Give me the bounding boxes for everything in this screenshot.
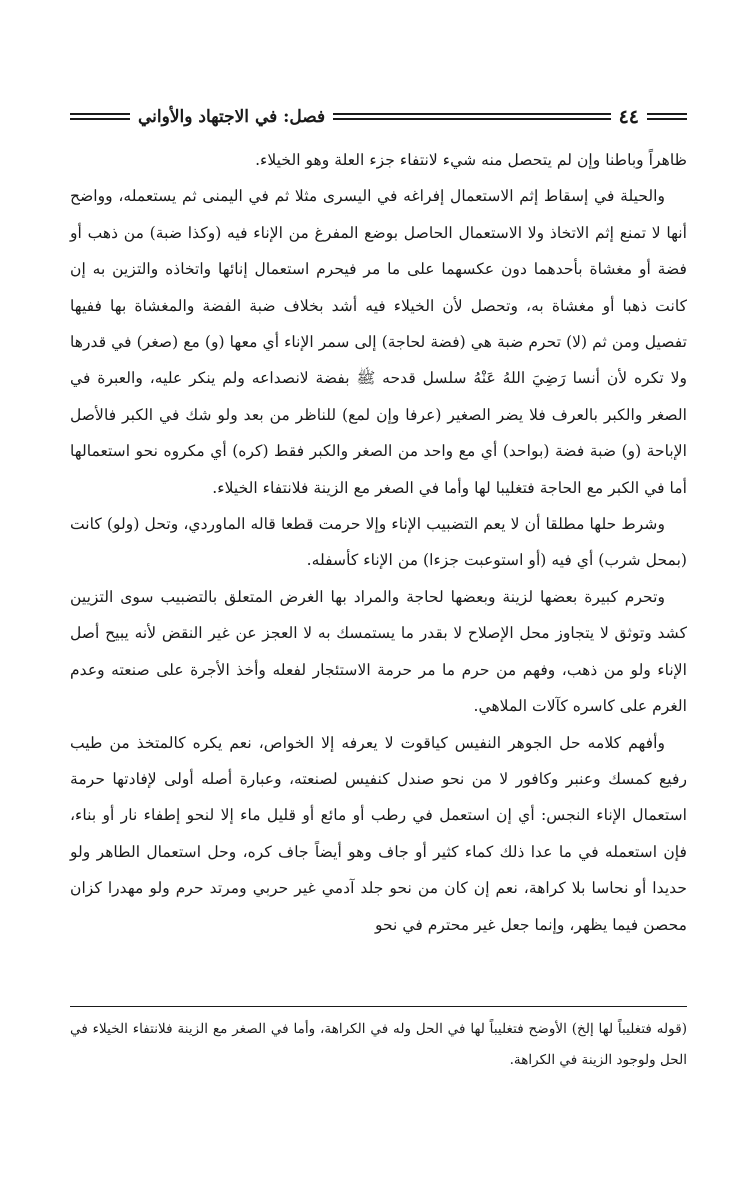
paragraph: وشرط حلها مطلقا أن لا يعم التضبيب الإناء وإلا حرمت قطعا قاله الماوردي، وتحل (ولو) كانت (بمحل شرب) أي فيه (أو استوعبت جزءا) من الإناء كأسفله.: [70, 515, 687, 570]
paragraph: والحيلة في إسقاط إثم الاستعمال إفراغه في اليسرى مثلا ثم في اليمنى ثم يستعمله، وواضح أنها لا تمنع إثم الاتخاذ ولا الاستعمال الحاصل بوضع المفرغ من الإناء فيه (وكذا ضبة) من ذهب أو فضة أو مغشاة بأحدهما دون عكسهما على ما مر فيحرم استعمال إنائها واتخاذه والتزين به إن كانت ذهبا أو مغشاة به، وتحصل لأن الخيلاء فيه أشد بخلاف ضبة الفضة والمغشاة بها ففيها تفصيل ومن ثم (لا) تحرم ضبة هي (فضة لحاجة) إلى سمر الإناء أي معها (و) مع (صغر) في قدرها ولا تكره لأن أنسا رَضِيَ اللهُ عَنْهُ سلسل قدحه ﷺ بفضة لانصداعه ولم ينكر عليه، والعبرة في الصغر والكبر بالعرف فلا يضر الصغير (عرفا وإن لمع) للناظر من بعد ولو شك في الكبر فالأصل الإباحة (و) ضبة فضة (بواحد) أي مع واحد من الصغر والكبر فقط (كره) أي مكروه نحو استعمالها أما في الكبر مع الحاجة فتغليبا لها وأما في الصغر مع الزينة فلانتفاء الخيلاء.: [70, 187, 687, 497]
paragraph: وتحرم كبيرة بعضها لزينة وبعضها لحاجة والمراد بها الغرض المتعلق بالتضبيب سوى التزيين كشد وتوثق لا يتجاوز محل الإصلاح لا بقدر ما يستمسك به لا العجز عن غير النقض لأنه يبيح أصل الإناء ولو من ذهب، وفهم من حرم ما مر حرمة الاستئجار لفعله وأخذ الأجرة على صنعته وعدم الغرم على كاسره كآلات الملاهي.: [70, 587, 687, 716]
page-number: ٤٤: [618, 106, 639, 128]
footnote-divider: [70, 1006, 687, 1007]
footnote: [70, 1014, 687, 1076]
header-rule-middle: [333, 112, 610, 122]
main-text: [70, 142, 687, 943]
paragraph: وأفهم كلامه حل الجوهر النفيس كياقوت لا يعرفه إلا الخواص، نعم يكره كالمتخذ من طيب رفيع كمسك وعنبر وكافور لا من نحو صندل كنفيس لصنعته، وعبارة أصله أولى لإفادتها حرمة استعمال الإناء النجس: أي إن استعمل في رطب أو مائع أو قليل ماء إلا لنحو إطفاء نار أو بناء، فإن استعمله في ما عدا ذلك كماء كثير أو جاف وهو أيضاً جاف كره، وحل استعمال الطاهر ولو حديدا أو نحاسا بلا كراهة، نعم إن كان من نحو جلد آدمي غير حربي ومرتد حرم ولو مهدرا كزان محصن فيما يظهر، وإنما جعل غير محترم في نحو: [70, 733, 687, 934]
header-title: فصل: في الاجتهاد والأواني: [138, 107, 326, 127]
footnote-text: (قوله فتغليباً لها إلخ) الأوضح فتغليباً لها في الحل وله في الكراهة، وأما في الصغر مع الزينة فلانتفاء الخيلاء في الحل ولوجود الزينة في الكراهة.: [70, 1021, 687, 1068]
running-header: [70, 100, 687, 134]
paragraph: ظاهراً وباطنا وإن لم يتحصل منه شيء لانتفاء جزء العلة وهو الخيلاء.: [255, 151, 687, 169]
header-rule-left: [70, 112, 130, 122]
header-rule-right: [647, 112, 687, 122]
